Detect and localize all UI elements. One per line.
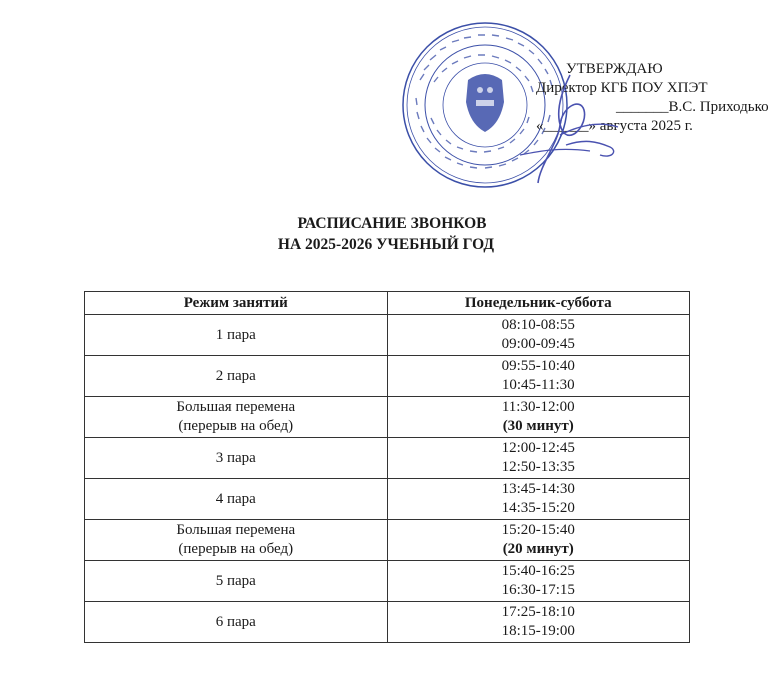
cell-mode bbox=[85, 356, 388, 397]
time-text: 15:40-16:25 bbox=[501, 563, 575, 579]
cell-mode bbox=[85, 520, 388, 561]
time-text: (20 минут) bbox=[502, 541, 574, 557]
table-header-row bbox=[85, 292, 690, 315]
mode-text: 1 пара bbox=[215, 326, 256, 343]
time-text: 09:55-10:40 bbox=[501, 358, 575, 374]
cell-time bbox=[387, 520, 690, 561]
table-row bbox=[85, 602, 690, 643]
mode-text: (перерыв на обед) bbox=[178, 541, 294, 557]
mode-text: 6 пара bbox=[215, 613, 256, 630]
table-row bbox=[85, 397, 690, 438]
mode-text: Большая перемена bbox=[176, 399, 296, 415]
cell-time bbox=[387, 561, 690, 602]
title-line-1: РАСПИСАНИЕ ЗВОНКОВ bbox=[297, 215, 487, 232]
approval-date-close-quote: » bbox=[588, 118, 596, 134]
approval-signatory: _______В.С. Приходько bbox=[616, 99, 769, 115]
cell-mode bbox=[85, 602, 388, 643]
time-text: 18:15-19:00 bbox=[501, 623, 575, 639]
cell-time bbox=[387, 479, 690, 520]
time-text: 12:00-12:45 bbox=[501, 440, 575, 456]
signature-icon bbox=[500, 55, 630, 195]
header-mode: Режим занятий bbox=[85, 292, 388, 315]
table-row bbox=[85, 479, 690, 520]
mode-text: 4 пара bbox=[215, 490, 256, 507]
approval-heading: УТВЕРЖДАЮ bbox=[566, 61, 663, 77]
time-text: 09:00-09:45 bbox=[501, 336, 575, 352]
mode-text: (перерыв на обед) bbox=[178, 418, 294, 434]
time-text: 12:50-13:35 bbox=[501, 459, 575, 475]
table-row bbox=[85, 438, 690, 479]
approval-date-open-quote: « bbox=[536, 118, 544, 134]
cell-mode bbox=[85, 438, 388, 479]
approval-date-text: августа 2025 г. bbox=[599, 118, 693, 134]
table-row bbox=[85, 520, 690, 561]
time-text: 14:35-15:20 bbox=[501, 500, 575, 516]
mode-text: 3 пара bbox=[215, 449, 256, 466]
table-row bbox=[85, 356, 690, 397]
cell-time bbox=[387, 315, 690, 356]
time-text: 08:10-08:55 bbox=[501, 317, 575, 333]
cell-time bbox=[387, 438, 690, 479]
mode-text: 5 пара bbox=[215, 572, 256, 589]
cell-mode bbox=[85, 397, 388, 438]
approval-name: В.С. Приходько bbox=[668, 99, 769, 115]
cell-time bbox=[387, 602, 690, 643]
approval-position: Директор КГБ ПОУ ХПЭТ bbox=[536, 80, 708, 96]
document-title bbox=[0, 213, 772, 255]
title-line-2: НА 2025-2026 УЧЕБНЫЙ ГОД bbox=[277, 236, 495, 253]
time-text: 11:30-12:00 bbox=[501, 399, 575, 415]
cell-mode bbox=[85, 561, 388, 602]
time-text: 15:20-15:40 bbox=[501, 522, 575, 538]
time-text: 17:25-18:10 bbox=[501, 604, 575, 620]
cell-time bbox=[387, 356, 690, 397]
bell-schedule-table bbox=[84, 291, 690, 643]
table-body bbox=[85, 315, 690, 643]
time-text: 13:45-14:30 bbox=[501, 481, 575, 497]
time-text: (30 минут) bbox=[502, 418, 574, 434]
time-text: 16:30-17:15 bbox=[501, 582, 575, 598]
cell-mode bbox=[85, 479, 388, 520]
time-text: 10:45-11:30 bbox=[501, 377, 575, 393]
table-row bbox=[85, 561, 690, 602]
approval-date: «______» августа 2025 г. bbox=[536, 118, 693, 134]
header-days: Понедельник-суббота bbox=[387, 292, 690, 315]
cell-time bbox=[387, 397, 690, 438]
cell-mode bbox=[85, 315, 388, 356]
mode-text: Большая перемена bbox=[176, 522, 296, 538]
mode-text: 2 пара bbox=[215, 367, 256, 384]
table-row bbox=[85, 315, 690, 356]
